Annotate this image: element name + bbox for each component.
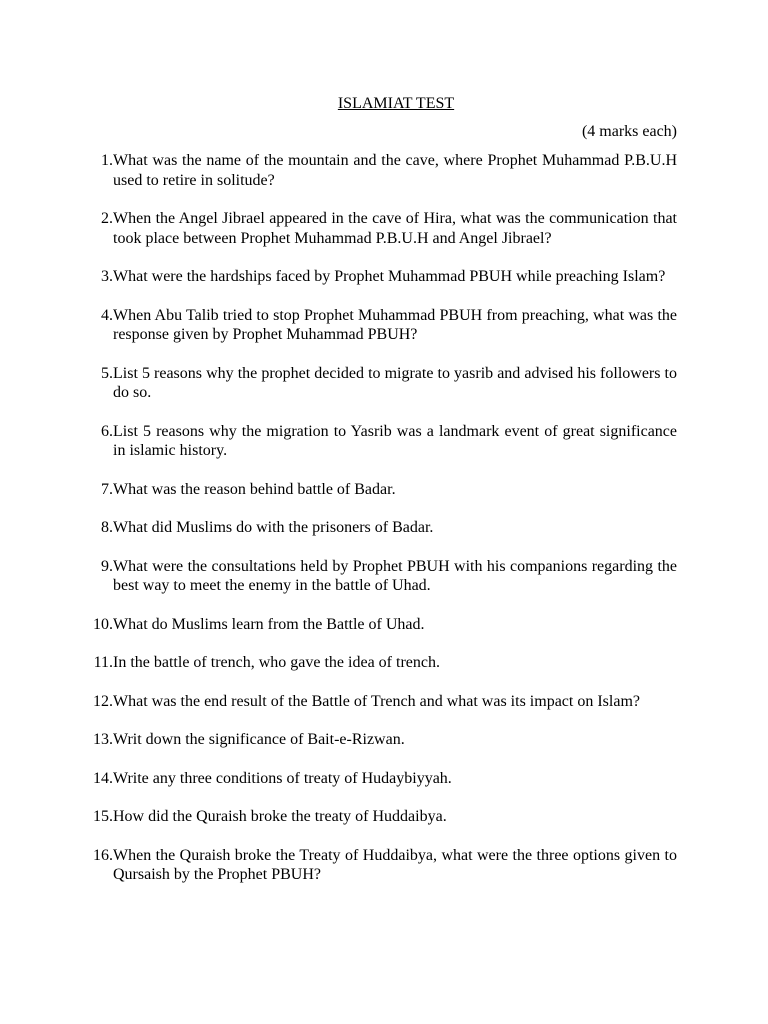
question-text: When the Angel Jibrael appeared in the cave of Hira, what was the communication that took place between Prophet Muhammad P.B.U.H and Angel Jibrael? — [113, 210, 677, 247]
question-number: 16. — [93, 846, 113, 864]
question-number: 12. — [93, 692, 113, 710]
question-text: How did the Quraish broke the treaty of Huddaibya. — [113, 808, 447, 825]
question-list — [90, 151, 677, 904]
question-number: 4. — [101, 306, 113, 324]
question-number: 13. — [93, 731, 113, 748]
question-item — [90, 730, 677, 750]
question-number: 15. — [93, 808, 113, 825]
question-item — [90, 769, 677, 789]
question-number: 14. — [93, 769, 113, 787]
question-text: List 5 reasons why the prophet decided to migrate to yasrib and advised his followers to do so. — [113, 364, 677, 401]
question-item — [90, 557, 677, 596]
question-text: What was the reason behind battle of Badar. — [113, 480, 396, 498]
question-number: 2. — [101, 210, 113, 227]
question-number: 3. — [101, 268, 113, 285]
question-text: Writ down the significance of Bait-e-Rizwan. — [113, 731, 405, 748]
question-text: What do Muslims learn from the Battle of Uhad. — [113, 615, 425, 633]
question-item — [90, 306, 677, 345]
question-text: List 5 reasons why the migration to Yasrib was a landmark event of great significance in islamic history. — [113, 422, 677, 459]
question-text: When Abu Talib tried to stop Prophet Muhammad PBUH from preaching, what was the response given by Prophet Muhammad PBUH? — [113, 306, 677, 343]
marks-note: (4 marks each) — [581, 123, 677, 140]
question-text: What were the consultations held by Prophet PBUH with his companions regarding the best way to meet the enemy in the battle of Uhad. — [113, 557, 677, 594]
question-item — [90, 364, 677, 403]
question-text: What did Muslims do with the prisoners of Badar. — [113, 519, 434, 536]
question-text: What were the hardships faced by Prophet Muhammad PBUH while preaching Islam? — [113, 268, 666, 285]
question-text: In the battle of trench, who gave the idea of trench. — [113, 654, 440, 671]
question-item — [90, 807, 677, 827]
question-item — [90, 518, 677, 538]
question-text: Write any three conditions of treaty of Hudaybiyyah. — [113, 769, 452, 787]
question-item — [90, 846, 677, 885]
question-number: 7. — [101, 480, 113, 498]
question-text: What was the name of the mountain and the cave, where Prophet Muhammad P.B.U.H used to retire in solitude? — [113, 152, 677, 189]
question-number: 11. — [93, 654, 113, 671]
question-text: When the Quraish broke the Treaty of Huddaibya, what were the three options given to Qursaish by the Prophet PBUH? — [113, 846, 677, 883]
question-item — [90, 422, 677, 461]
question-number: 8. — [101, 519, 113, 536]
question-number: 1. — [101, 152, 113, 169]
question-number: 5. — [101, 364, 113, 382]
question-text: What was the end result of the Battle of Trench and what was its impact on Islam? — [113, 692, 640, 710]
question-item — [90, 692, 677, 712]
question-item — [90, 480, 677, 500]
question-item — [90, 209, 677, 248]
question-number: 9. — [101, 557, 113, 575]
question-item — [90, 653, 677, 673]
question-item — [90, 267, 677, 287]
question-item — [90, 151, 677, 190]
question-item — [90, 615, 677, 635]
question-number: 6. — [101, 422, 113, 440]
question-number: 10. — [93, 615, 113, 633]
page-title: ISLAMIAT TEST — [337, 95, 455, 112]
